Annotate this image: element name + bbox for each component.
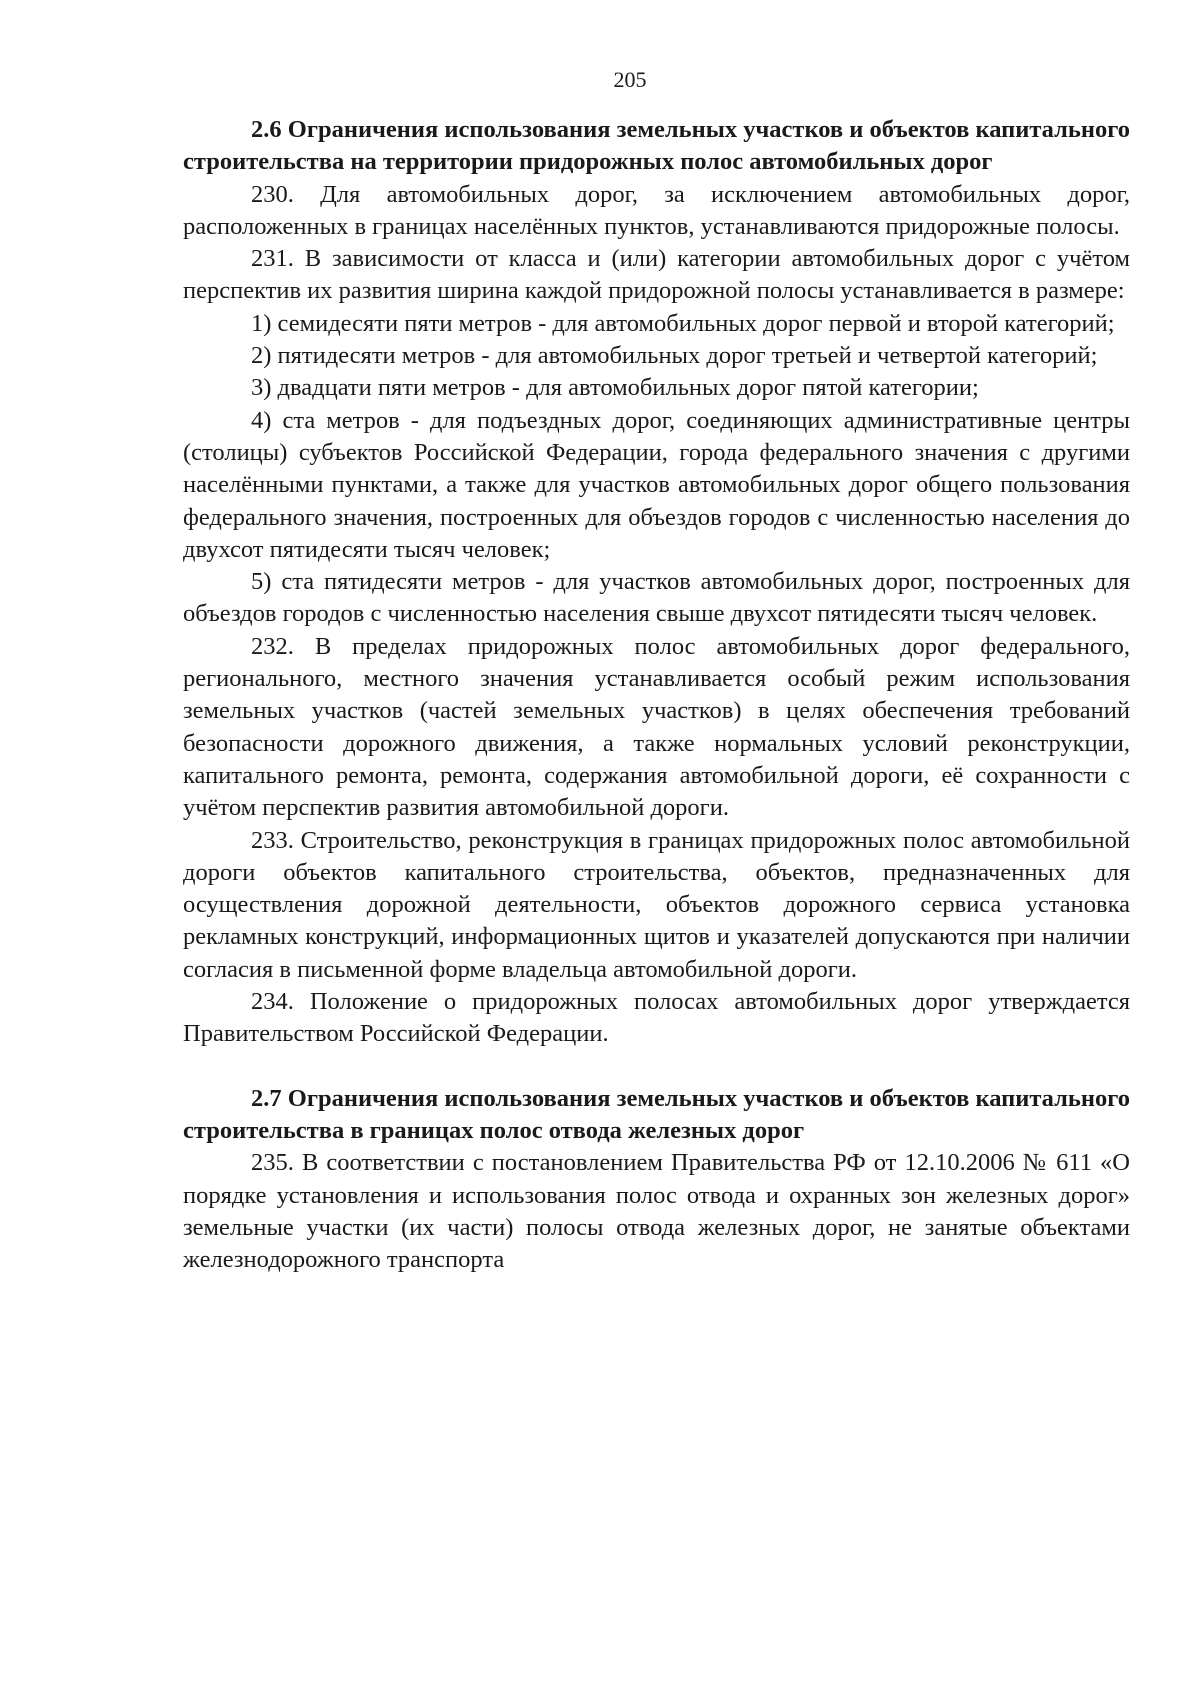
- list-item-5: 5) ста пятидесяти метров - для участков автомобильных дорог, построенных для объездов городов с численностью населения свыше двухсот пятидесяти тысяч человек.: [183, 568, 1130, 628]
- list-item-1: 1) семидесяти пяти метров - для автомобильных дорог первой и второй категорий;: [251, 309, 1115, 337]
- paragraph-233: 233. Строительство, реконструкция в границах придорожных полос автомобильной дороги объектов капитального строительства, объектов, предназначенных для осуществления дорожной деятельности, объектов дорожного сервиса установка рекламных конструкций, информационных щитов и указателей допускаются при наличии согласия в письменной форме владельца автомобильной дороги.: [183, 826, 1130, 983]
- paragraph-235: 235. В соответствии с постановлением Правительства РФ от 12.10.2006 № 611 «О порядке установления и использования полос отвода и охранных зон железных дорог» земельные участки (их части) полосы отвода железных дорог, не занятые объектами железнодорожного транспорта: [183, 1149, 1130, 1274]
- document-body: [183, 114, 1130, 1276]
- section-heading-2-6: 2.6 Ограничения использования земельных участков и объектов капитального строительства на территории придорожных полос автомобильных дорог: [183, 116, 1130, 176]
- page-number: 205: [613, 67, 647, 92]
- paragraph-232: 232. В пределах придорожных полос автомобильных дорог федерального, регионального, местного значения устанавливается особый режим использования земельных участков (частей земельных участков) в целях обеспечения требований безопасности дорожного движения, а также нормальных условий реконструкции, капитального ремонта, ремонта, содержания автомобильной дороги, её сохранности с учётом перспектив развития автомобильной дороги.: [183, 632, 1130, 822]
- paragraph-234: 234. Положение о придорожных полосах автомобильных дорог утверждается Правительством Российской Федерации.: [183, 988, 1130, 1048]
- list-item-2: 2) пятидесяти метров - для автомобильных дорог третьей и четвертой категорий;: [251, 342, 1098, 370]
- list-item-4: 4) ста метров - для подъездных дорог, соединяющих административные центры (столицы) субъектов Российской Федерации, города федерального значения с другими населёнными пунктами, а также для участков автомобильных дорог общего пользования федерального значения, построенных для объездов городов с численностью населения до двухсот пятидесяти тысяч человек;: [183, 406, 1130, 563]
- paragraph-231: 231. В зависимости от класса и (или) категории автомобильных дорог с учётом перспектив их развития ширина каждой придорожной полосы устанавливается в размере:: [183, 245, 1130, 305]
- list-item-3: 3) двадцати пяти метров - для автомобильных дорог пятой категории;: [251, 374, 979, 402]
- section-spacer: [183, 1051, 1130, 1083]
- section-heading-2-7: 2.7 Ограничения использования земельных участков и объектов капитального строительства в границах полос отвода железных дорог: [183, 1084, 1130, 1144]
- paragraph-230: 230. Для автомобильных дорог, за исключением автомобильных дорог, расположенных в границах населённых пунктов, устанавливаются придорожные полосы.: [183, 180, 1130, 240]
